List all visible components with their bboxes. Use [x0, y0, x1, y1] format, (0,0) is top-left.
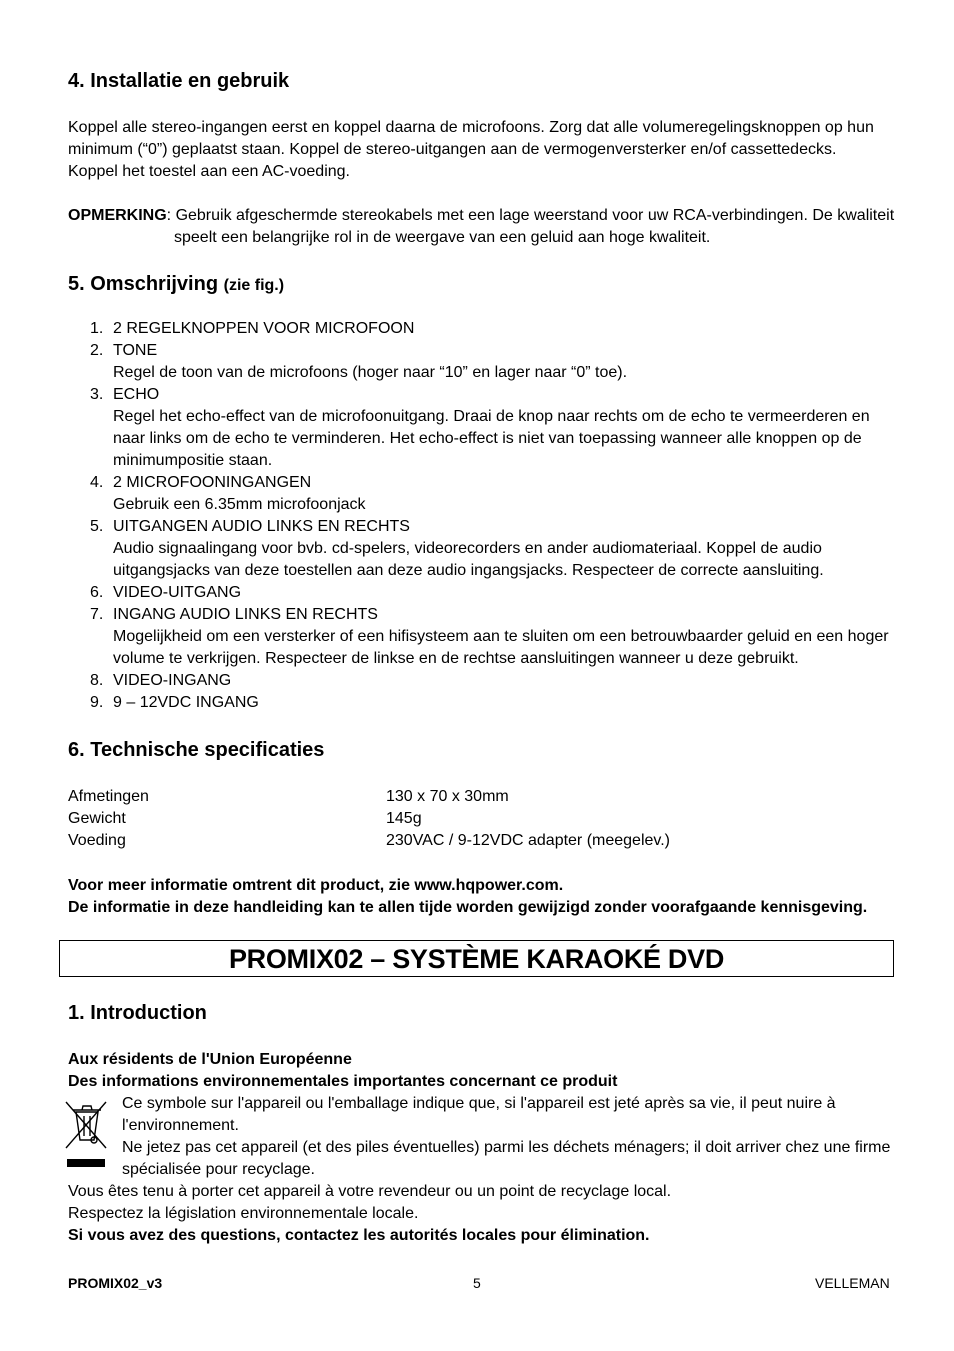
list-item-description: Regel de toon van de microfoons (hoger naar “10” en lager naar “0” toe). [113, 364, 628, 381]
eu-heading: Aux résidents de l'Union Européenne [68, 1051, 352, 1068]
list-item-description: volume te verkrijgen. Respecteer de linkse en de rechtse aansluitingen wanneer u deze gebruikt. [113, 650, 799, 667]
list-item-number: 5. [90, 518, 104, 535]
final-bold-line: Si vous avez des questions, contactez les autorités locales pour élimination. [68, 1227, 650, 1244]
info-line-2: De informatie in deze handleiding kan te allen tijde worden gewijzigd zonder voorafgaande kennisgeving. [68, 899, 868, 916]
weee-line-3: Ne jetez pas cet appareil (et des piles éventuelles) parmi les déchets ménagers; il doit arriver chez une firme [122, 1139, 891, 1156]
list-item-label: 9 – 12VDC INGANG [113, 694, 259, 711]
spec-value: 130 x 70 x 30mm [386, 788, 509, 805]
footer-brand: VELLEMAN [815, 1275, 890, 1291]
section-6-title: 6. Technische specificaties [68, 739, 325, 761]
list-item-number: 3. [90, 386, 104, 403]
spec-value: 230VAC / 9-12VDC adapter (meegelev.) [386, 832, 670, 849]
list-item-label: TONE [113, 342, 158, 359]
list-item-description: uitgangsjacks van deze toestellen aan deze audio ingangsjacks. Respecteer de correcte aansluiting. [113, 562, 824, 579]
section-4-title: 4. Installatie en gebruik [68, 70, 290, 92]
component-list [90, 318, 890, 714]
spec-key: Voeding [68, 832, 126, 849]
note-line-1: : Gebruik afgeschermde stereokabels met een lage weerstand voor uw RCA-verbindingen. De kwaliteit [166, 207, 895, 224]
list-item-number: 4. [90, 474, 104, 491]
list-item-number: 7. [90, 606, 104, 623]
section-5-title [68, 271, 284, 299]
spec-key: Afmetingen [68, 788, 149, 805]
list-item [90, 604, 890, 670]
list-item-label: INGANG AUDIO LINKS EN RECHTS [113, 606, 378, 623]
french-title: PROMIX02 – SYSTÈME KARAOKÉ DVD [228, 944, 725, 974]
list-item [90, 516, 890, 582]
list-item-number: 8. [90, 672, 104, 689]
section-4-para-line-3: Koppel het toestel aan een AC-voeding. [68, 163, 350, 180]
weee-line-4: spécialisée pour recyclage. [122, 1161, 315, 1178]
after-line-2: Respectez la législation environnementale locale. [68, 1205, 419, 1222]
list-item [90, 692, 890, 714]
list-item [90, 670, 890, 692]
list-item-description: Audio signaalingang voor bvb. cd-spelers, videorecorders en ander audiomateriaal. Koppel de audio [113, 540, 822, 557]
list-item [90, 582, 890, 604]
list-item-description: Gebruik een 6.35mm microfoonjack [113, 496, 366, 513]
list-item-label: 2 MICROFOONINGANGEN [113, 474, 312, 491]
footer-page-number: 5 [473, 1275, 481, 1291]
note-block [68, 205, 894, 227]
note-line-2: speelt een belangrijke rol in de weergave van een geluid aan hoge kwaliteit. [174, 229, 711, 246]
section-4-para-line-2: minimum (“0”) geplaatst staan. Koppel de stereo-uitgangen aan de vermogenversterker en/of cassettedecks. [68, 141, 837, 158]
section-5-title-note: (zie fig.) [223, 277, 285, 294]
list-item-number: 2. [90, 342, 104, 359]
spec-value: 145g [386, 810, 422, 827]
weee-bin-icon [64, 1098, 108, 1170]
note-label: OPMERKING [68, 207, 167, 224]
list-item-label: UITGANGEN AUDIO LINKS EN RECHTS [113, 518, 410, 535]
list-item-description: naar links om de echo te verminderen. Het echo-effect is niet van toepassing wanneer alle knoppen op de [113, 430, 862, 447]
after-line-1: Vous êtes tenu à porter cet appareil à votre revendeur ou un point de recyclage local. [68, 1183, 672, 1200]
list-item-number: 1. [90, 320, 104, 337]
list-item-label: VIDEO-INGANG [113, 672, 232, 689]
section-5-title-text: 5. Omschrijving [68, 273, 219, 295]
list-item-description: Regel het echo-effect van de microfoonuitgang. Draai de knop naar rechts om de echo te vermeerderen en [113, 408, 870, 425]
list-item [90, 472, 890, 516]
spec-key: Gewicht [68, 810, 126, 827]
list-item [90, 340, 890, 384]
list-item [90, 318, 890, 340]
intro-title: 1. Introduction [68, 1002, 207, 1024]
list-item-description: minimumpositie staan. [113, 452, 273, 469]
info-line-1: Voor meer informatie omtrent dit product, zie www.hqpower.com. [68, 877, 564, 894]
list-item-number: 9. [90, 694, 104, 711]
list-item [90, 384, 890, 472]
list-item-description: Mogelijkheid om een versterker of een hifisysteem aan te sluiten om een betrouwbaarder geluid en een hoger [113, 628, 889, 645]
env-heading: Des informations environnementales importantes concernant ce produit [68, 1073, 618, 1090]
weee-line-1: Ce symbole sur l'appareil ou l'emballage indique que, si l'appareil est jeté après sa vie, il peut nuire à [122, 1095, 836, 1112]
list-item-label: ECHO [113, 386, 160, 403]
list-item-label: 2 REGELKNOPPEN VOOR MICROFOON [113, 320, 415, 337]
weee-line-2: l'environnement. [122, 1117, 239, 1134]
footer-doc-id: PROMIX02_v3 [68, 1275, 163, 1291]
list-item-number: 6. [90, 584, 104, 601]
french-title-box [59, 940, 894, 977]
section-4-para-line-1: Koppel alle stereo-ingangen eerst en koppel daarna de microfoons. Zorg dat alle volumeregelingsknoppen op hun [68, 119, 874, 136]
list-item-label: VIDEO-UITGANG [113, 584, 242, 601]
